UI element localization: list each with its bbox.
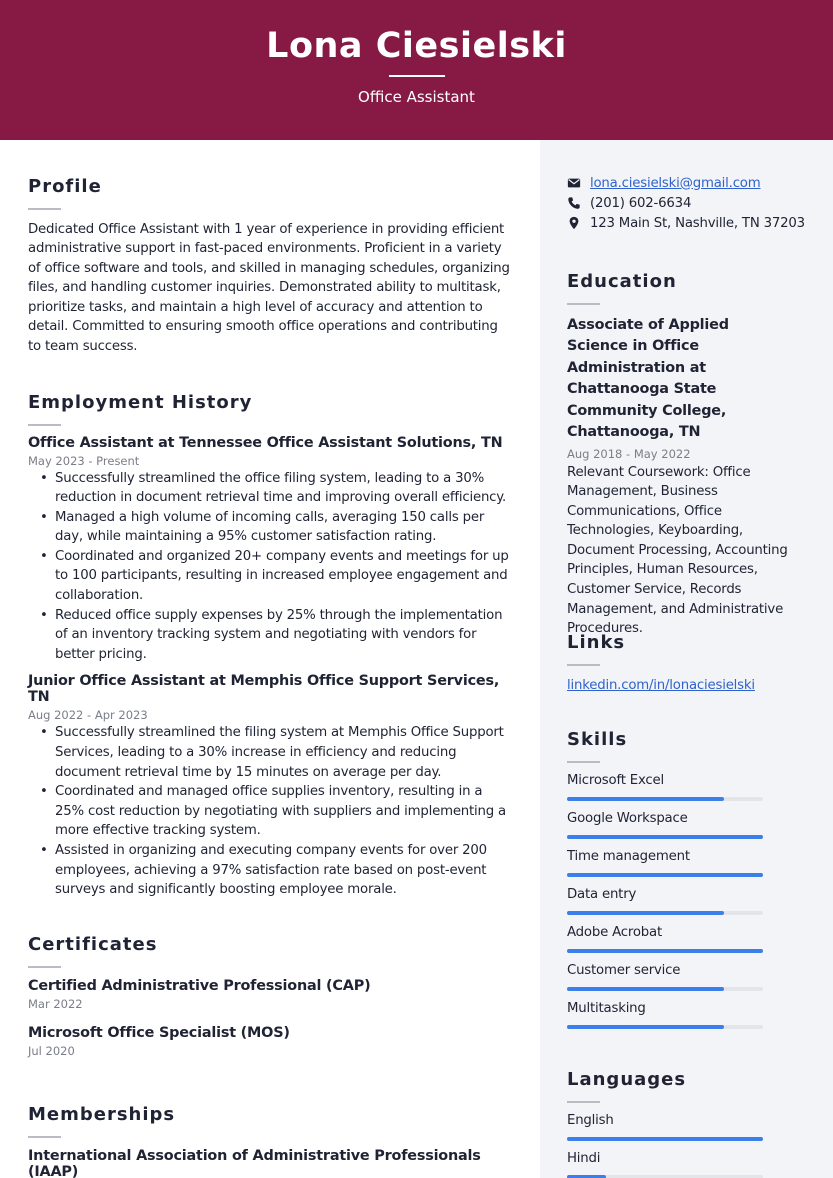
job-bullet: • Coordinated and organized 20+ company events and meetings for up to 100 participants, resulting in increased employee engagement and collaboration.: [28, 547, 514, 606]
memberships-heading: Memberships: [28, 1104, 176, 1125]
job-entry: [28, 435, 514, 665]
links-section: [567, 632, 807, 695]
education-dates: Aug 2018 - May 2022: [567, 446, 691, 461]
education-coursework: Relevant Coursework: Office Management, Business Communications, Office Technologies, Keyboarding, Document Processing, Accounting Principles, Human Resources, Customer Service, Records Management, and Administrative Procedures.: [567, 464, 788, 637]
skill-item: [567, 847, 807, 885]
employment-divider: [28, 424, 61, 426]
resume-header: [0, 0, 833, 140]
contact-address-row: [567, 213, 807, 233]
job-title: Office Assistant at Tennessee Office Assistant Solutions, TN: [28, 434, 503, 451]
skill-item: [567, 923, 807, 961]
skill-name: Customer service: [567, 962, 681, 978]
education-heading: Education: [567, 271, 677, 292]
skill-item: [567, 809, 807, 847]
job-bullets: [28, 723, 514, 899]
header-divider: [389, 75, 445, 77]
contact-block: [567, 173, 807, 233]
skills-section: [567, 729, 807, 1037]
languages-divider: [567, 1101, 600, 1103]
skill-bar-fill: [567, 911, 724, 915]
links-divider: [567, 664, 600, 666]
phone-icon: [567, 196, 581, 210]
certificate-name: Certified Administrative Professional (CAP): [28, 977, 371, 994]
envelope-icon: [567, 176, 581, 190]
job-bullet: • Assisted in organizing and executing company events for over 200 employees, achieving a 97% satisfaction rate based on post-event surveys and significantly boosting employee morale.: [28, 841, 514, 900]
certificates-divider: [28, 966, 61, 968]
skill-name: Adobe Acrobat: [567, 924, 662, 940]
languages-section: [567, 1069, 807, 1178]
contact-phone: (201) 602-6634: [590, 195, 692, 211]
job-title: Junior Office Assistant at Memphis Office Support Services, TN: [28, 673, 500, 706]
job-entry: [28, 673, 514, 899]
contact-phone-row: [567, 193, 807, 213]
links-heading: Links: [567, 632, 626, 653]
certificates-heading: Certificates: [28, 934, 158, 955]
skill-item: [567, 771, 807, 809]
certificate-date: Jul 2020: [28, 1043, 75, 1058]
profile-heading: Profile: [28, 176, 102, 197]
candidate-role: Office Assistant: [358, 88, 475, 106]
education-degree: Associate of Applied Science in Office Administration at Chattanooga State Community College, Chattanooga, TN: [567, 316, 729, 440]
skill-bar-track: [567, 949, 763, 953]
skill-bar-fill: [567, 1025, 724, 1029]
job-dates: May 2023 - Present: [28, 453, 140, 468]
skill-name: Google Workspace: [567, 810, 688, 826]
membership-item: International Association of Administrative Professionals (IAAP): [28, 1147, 481, 1178]
languages-list: [567, 1111, 807, 1178]
profile-text: Dedicated Office Assistant with 1 year of experience in providing efficient administrative support in fast-paced environments. Proficient in a variety of office software and tools, and skilled in managing schedules, organizing files, and handling customer inquiries. Demonstrated ability to multitask, prioritize tasks, and maintain a high level of accuracy and attention to detail. Committed to ensuring smooth office operations and contributing to team success.: [28, 221, 510, 355]
language-item: [567, 1149, 807, 1178]
skill-item: [567, 999, 807, 1037]
skill-bar-fill: [567, 797, 724, 801]
language-bar-fill: [567, 1175, 606, 1178]
memberships-divider: [28, 1136, 61, 1138]
job-dates: Aug 2022 - Apr 2023: [28, 708, 148, 723]
skill-name: Multitasking: [567, 1000, 646, 1016]
language-name: English: [567, 1112, 614, 1128]
profile-divider: [28, 208, 61, 210]
profile-section: [28, 176, 514, 357]
job-bullet: • Reduced office supply expenses by 25% through the implementation of an inventory tracking system and negotiating with vendors for better pricing.: [28, 606, 514, 665]
contact-address: 123 Main St, Nashville, TN 37203: [590, 215, 805, 231]
language-name: Hindi: [567, 1150, 601, 1166]
skill-item: [567, 961, 807, 999]
education-section: [567, 271, 807, 639]
job-bullet: • Successfully streamlined the filing system at Memphis Office Support Services, leading to a 30% increase in efficiency and reducing document retrieval time by 15 minutes on average per day.: [28, 723, 514, 782]
skill-name: Time management: [567, 848, 690, 864]
skill-bar-fill: [567, 873, 763, 877]
job-bullet: • Managed a high volume of incoming calls, averaging 150 calls per day, while maintaining a 95% customer satisfaction rating.: [28, 508, 514, 547]
skill-bar-track: [567, 835, 763, 839]
skills-heading: Skills: [567, 729, 628, 750]
certificate-name: Microsoft Office Specialist (MOS): [28, 1024, 290, 1041]
language-bar-track: [567, 1137, 763, 1141]
certificate-date: Mar 2022: [28, 996, 83, 1011]
languages-heading: Languages: [567, 1069, 687, 1090]
skill-bar-track: [567, 987, 763, 991]
skill-bar-track: [567, 873, 763, 877]
skill-bar-track: [567, 1025, 763, 1029]
certificates-section: [28, 934, 514, 1058]
candidate-name: Lona Ciesielski: [266, 26, 567, 66]
job-bullets: [28, 469, 514, 665]
skill-bar-track: [567, 797, 763, 801]
job-bullet: • Successfully streamlined the office filing system, leading to a 30% reduction in document retrieval time and improving overall efficiency.: [28, 469, 514, 508]
skill-name: Data entry: [567, 886, 637, 902]
skill-bar-fill: [567, 987, 724, 991]
job-bullet: • Coordinated and managed office supplies inventory, resulting in a 25% cost reduction by negotiating with suppliers and implementing a more effective tracking system.: [28, 782, 514, 841]
education-divider: [567, 303, 600, 305]
language-bar-fill: [567, 1137, 763, 1141]
employment-heading: Employment History: [28, 392, 253, 413]
skills-list: [567, 771, 807, 1037]
skill-bar-fill: [567, 835, 763, 839]
language-item: [567, 1111, 807, 1149]
skill-bar-track: [567, 911, 763, 915]
employment-section: [28, 392, 514, 900]
skill-item: [567, 885, 807, 923]
map-pin-icon: [567, 216, 581, 230]
skill-name: Microsoft Excel: [567, 772, 664, 788]
linkedin-link[interactable]: linkedin.com/in/lonaciesielski: [567, 677, 755, 693]
certificate-item: [28, 1025, 514, 1058]
language-bar-track: [567, 1175, 763, 1178]
memberships-section: [28, 1104, 514, 1178]
contact-email-row: [567, 173, 807, 193]
certificate-item: [28, 978, 514, 1011]
skill-bar-fill: [567, 949, 763, 953]
skills-divider: [567, 761, 600, 763]
contact-email[interactable]: lona.ciesielski@gmail.com: [590, 175, 761, 191]
